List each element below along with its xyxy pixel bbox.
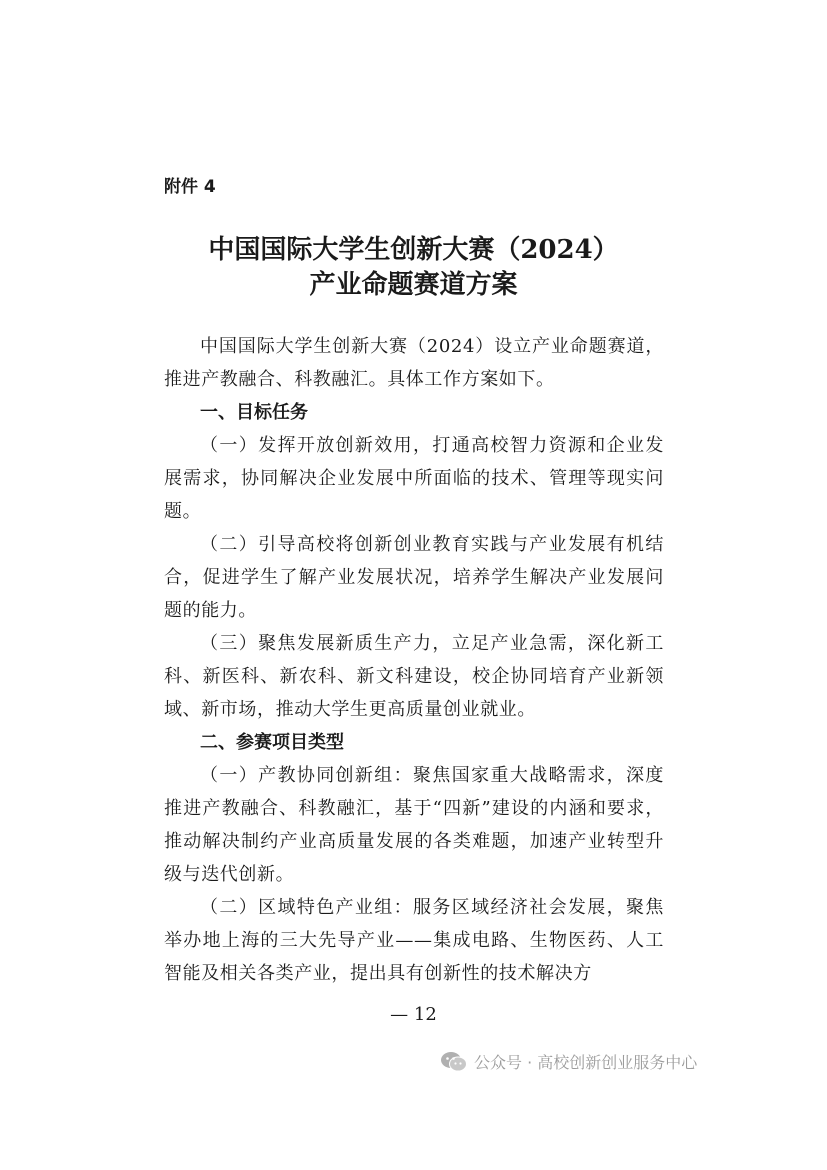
page-number: — 12 bbox=[390, 1004, 437, 1025]
watermark-text: 公众号 · 高校创新创业服务中心 bbox=[474, 1053, 698, 1072]
watermark bbox=[440, 1050, 697, 1073]
document-body bbox=[164, 330, 664, 990]
project-type-item-1: （一）产教协同创新组：聚焦国家重大战略需求，深度推进产教融合、科教融汇，基于“四新”建设的内涵和要求，推动解决制约产业高质量发展的各类难题，加速产业转型升级与迭代创新。 bbox=[164, 765, 664, 885]
document-title-line1: 中国国际大学生创新大赛（2024） bbox=[208, 235, 619, 265]
attachment-label: 附件 4 bbox=[164, 177, 216, 197]
section-heading-goals: 一、目标任务 bbox=[200, 402, 308, 423]
wechat-icon bbox=[440, 1051, 468, 1073]
goal-item-3: （三）聚焦发展新质生产力，立足产业急需，深化新工科、新医科、新农科、新文科建设，校企协同培育产业新领域、新市场，推动大学生更高质量创业就业。 bbox=[164, 633, 664, 720]
document-title-line2: 产业命题赛道方案 bbox=[309, 270, 518, 300]
intro-paragraph: 中国国际大学生创新大赛（2024）设立产业命题赛道，推进产教融合、科教融汇。具体工作方案如下。 bbox=[164, 336, 664, 390]
section-heading-project-types: 二、参赛项目类型 bbox=[200, 732, 344, 753]
goal-item-1: （一）发挥开放创新效用，打通高校智力资源和企业发展需求，协同解决企业发展中所面临的技术、管理等现实问题。 bbox=[164, 435, 664, 522]
goal-item-2: （二）引导高校将创新创业教育实践与产业发展有机结合，促进学生了解产业发展状况，培养学生解决产业发展问题的能力。 bbox=[164, 534, 664, 621]
project-type-item-2: （二）区域特色产业组：服务区域经济社会发展，聚焦举办地上海的三大先导产业——集成电路、生物医药、人工智能及相关各类产业，提出具有创新性的技术解决方 bbox=[164, 897, 664, 984]
